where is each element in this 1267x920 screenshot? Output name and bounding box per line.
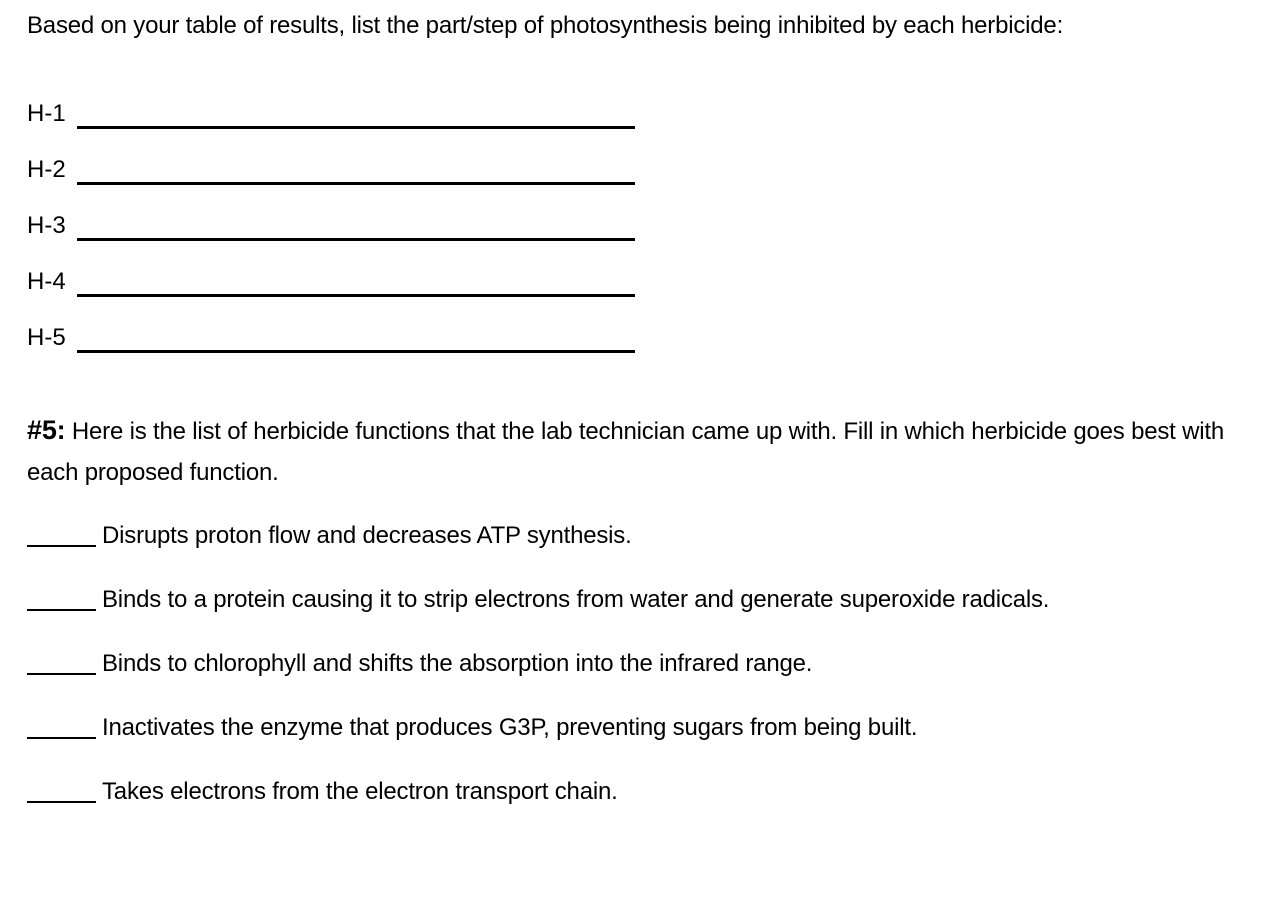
herbicide-row (27, 268, 647, 298)
function-text: Takes electrons from the electron transport chain. (102, 778, 618, 805)
herbicide-label: H-5 (27, 324, 66, 351)
herbicide-label: H-1 (27, 100, 66, 127)
question-5 (27, 410, 1227, 493)
function-row (27, 646, 1227, 678)
herbicide-row (27, 212, 647, 242)
function-text: Inactivates the enzyme that produces G3P, preventing sugars from being built. (102, 714, 918, 741)
function-answer-blank[interactable] (27, 801, 96, 803)
answer-blank-line[interactable] (77, 126, 635, 129)
herbicide-row (27, 156, 647, 186)
herbicide-label: H-2 (27, 156, 66, 183)
function-row (27, 774, 1227, 806)
herbicide-label: H-3 (27, 212, 66, 239)
function-row (27, 518, 1227, 550)
function-answer-blank[interactable] (27, 673, 96, 675)
instructions-text: Based on your table of results, list the part/step of photosynthesis being inhibited by each herbicide: (27, 12, 1064, 39)
question-number: #5: (27, 415, 66, 445)
function-text: Binds to chlorophyll and shifts the absorption into the infrared range. (102, 650, 813, 677)
function-answer-blank[interactable] (27, 545, 96, 547)
herbicide-row (27, 324, 647, 354)
function-answer-blank[interactable] (27, 609, 96, 611)
answer-blank-line[interactable] (77, 350, 635, 353)
herbicide-label: H-4 (27, 268, 66, 295)
function-answer-blank[interactable] (27, 737, 96, 739)
answer-blank-line[interactable] (77, 294, 635, 297)
answer-blank-line[interactable] (77, 182, 635, 185)
answer-blank-line[interactable] (77, 238, 635, 241)
question-text: Here is the list of herbicide functions that the lab technician came up with. Fill in which herbicide goes best with each proposed function. (27, 418, 1224, 486)
function-text: Disrupts proton flow and decreases ATP synthesis. (102, 522, 632, 549)
herbicide-row (27, 100, 647, 130)
function-text: Binds to a protein causing it to strip electrons from water and generate superoxide radicals. (102, 586, 1050, 613)
function-row (27, 710, 1227, 742)
function-row (27, 582, 1227, 614)
